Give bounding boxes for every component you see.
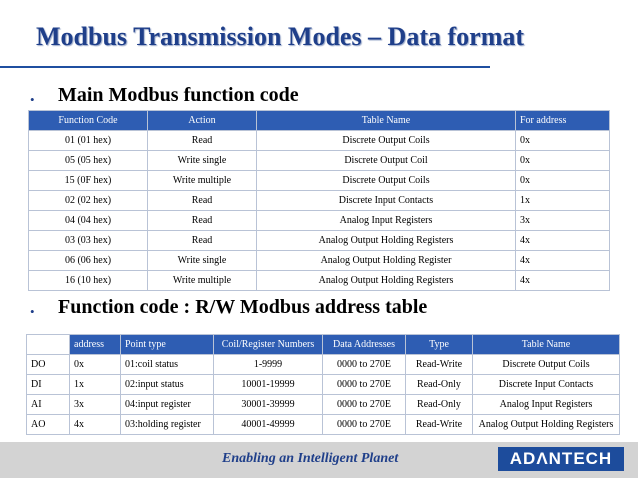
table-row [29,211,610,231]
header-for-address: For address [516,111,610,131]
table-cell: Write multiple [148,171,257,191]
table-cell: 0x [70,355,121,375]
section2-heading: Function code : R/W Modbus address table [58,296,428,318]
table-cell: Read-Only [406,395,473,415]
table-cell: 0x [516,171,610,191]
header-table-name: Table Name [257,111,516,131]
bullet-1: • [30,92,35,107]
table-cell: Read [148,211,257,231]
table-cell: Write single [148,151,257,171]
table-cell: Write multiple [148,271,257,291]
table-row [29,251,610,271]
table-header-row [27,335,620,355]
table-cell: Read [148,231,257,251]
footer-tagline: Enabling an Intelligent Planet [222,451,399,466]
table-cell: Discrete Input Contacts [257,191,516,211]
title-divider [0,66,490,68]
table-row [27,375,620,395]
header-point-type: Point type [121,335,214,355]
header-data-addresses: Data Addresses [323,335,406,355]
table-cell: 0000 to 270E [323,415,406,435]
table-cell: 1-9999 [214,355,323,375]
header-type: Type [406,335,473,355]
table-cell: 4x [516,231,610,251]
table-cell: AO [27,415,70,435]
table-cell: Read-Only [406,375,473,395]
table-cell: Analog Input Registers [473,395,620,415]
table-cell: 1x [70,375,121,395]
table-cell: 0000 to 270E [323,395,406,415]
table-cell: 02 (02 hex) [29,191,148,211]
table-cell: 1x [516,191,610,211]
header-address: address [70,335,121,355]
table-row [29,131,610,151]
table-cell: Discrete Output Coils [257,131,516,151]
table-cell: 3x [70,395,121,415]
table-cell: 0x [516,151,610,171]
table-row [27,415,620,435]
header-coil-register-numbers: Coil/Register Numbers [214,335,323,355]
table-row [29,231,610,251]
table-cell: Discrete Output Coils [257,171,516,191]
table-cell: Analog Output Holding Registers [473,415,620,435]
table-cell: Analog Output Holding Registers [257,271,516,291]
bullet-2: • [30,304,35,319]
table-cell: Write single [148,251,257,271]
table-cell: Analog Output Holding Registers [257,231,516,251]
table-cell: 0000 to 270E [323,375,406,395]
page-title: Modbus Transmission Modes – Data format [36,22,525,51]
table-cell: 05 (05 hex) [29,151,148,171]
table-cell: 30001-39999 [214,395,323,415]
table-row [29,191,610,211]
table-cell: 03 (03 hex) [29,231,148,251]
header-action: Action [148,111,257,131]
table-cell: Read-Write [406,415,473,435]
table-row [29,171,610,191]
table-cell: Read [148,191,257,211]
table-cell: Analog Output Holding Register [257,251,516,271]
table-cell: 3x [516,211,610,231]
table-cell: 02:input status [121,375,214,395]
table-cell: 04 (04 hex) [29,211,148,231]
table-cell: 10001-19999 [214,375,323,395]
table-cell: 01 (01 hex) [29,131,148,151]
table-cell: 15 (0F hex) [29,171,148,191]
table-row [27,395,620,415]
table-cell: 4x [516,251,610,271]
table-cell: Discrete Output Coils [473,355,620,375]
table-cell: DO [27,355,70,375]
table-cell: DI [27,375,70,395]
table-cell: Read-Write [406,355,473,375]
table-cell: 04:input register [121,395,214,415]
advantech-logo: ADΛNTECH [498,447,624,471]
table-cell: 0x [516,131,610,151]
section1-heading: Main Modbus function code [58,84,299,106]
header-function-code: Function Code [29,111,148,131]
table-cell: 06 (06 hex) [29,251,148,271]
function-code-table [28,110,610,291]
table-cell: Analog Input Registers [257,211,516,231]
table-cell: 4x [70,415,121,435]
table-cell: 0000 to 270E [323,355,406,375]
table-row [29,271,610,291]
table-cell: 40001-49999 [214,415,323,435]
table-cell: 4x [516,271,610,291]
table-cell: Discrete Output Coil [257,151,516,171]
table-cell: AI [27,395,70,415]
table-cell: Read [148,131,257,151]
table-cell: 16 (10 hex) [29,271,148,291]
table-cell: Discrete Input Contacts [473,375,620,395]
table-cell: 03:holding register [121,415,214,435]
header-table-name: Table Name [473,335,620,355]
table-row [27,355,620,375]
header-blank [27,335,70,355]
address-table [26,334,620,435]
table-cell: 01:coil status [121,355,214,375]
table-row [29,151,610,171]
table-header-row [29,111,610,131]
